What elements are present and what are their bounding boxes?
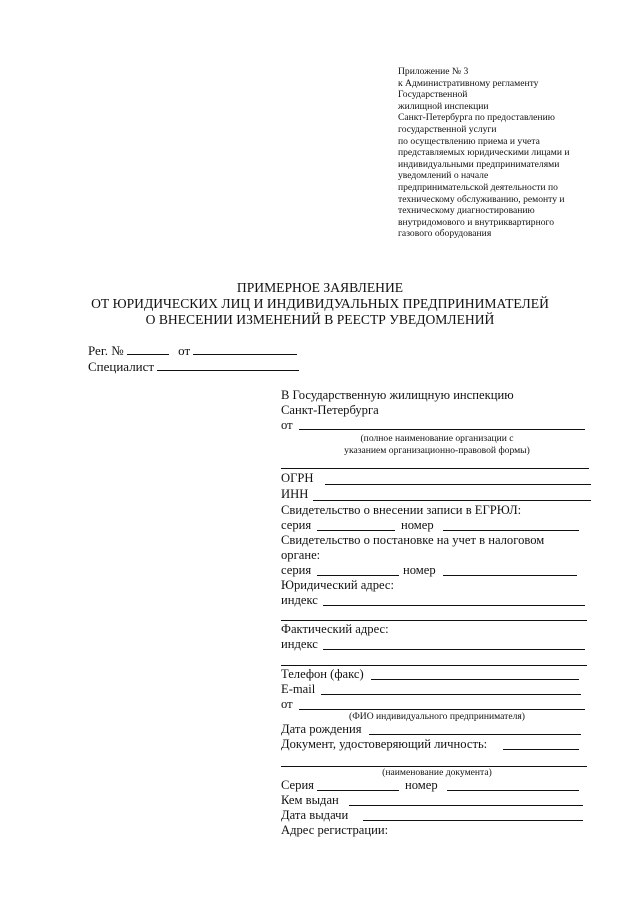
egrul-number-label: номер xyxy=(401,518,434,532)
birth-date-field[interactable] xyxy=(369,734,581,735)
reg-number-label: Рег. № xyxy=(88,343,124,358)
inn-label: ИНН xyxy=(281,487,309,501)
birth-date-label: Дата рождения xyxy=(281,722,362,736)
appendix-line: уведомлений о начале xyxy=(398,170,489,182)
specialist-label: Специалист xyxy=(88,359,155,374)
organization-name-field-2[interactable] xyxy=(281,468,589,469)
registration-address-label: Адрес регистрации: xyxy=(281,823,389,837)
email-field[interactable] xyxy=(321,694,581,695)
legal-index-label: индекс xyxy=(281,593,318,607)
passport-number-label: номер xyxy=(405,778,438,792)
appendix-line: к Административному регламенту xyxy=(398,77,539,89)
ogrn-field[interactable] xyxy=(325,484,591,485)
organization-hint-line1: (полное наименование организации с xyxy=(360,433,514,444)
phone-field[interactable] xyxy=(371,679,579,680)
egrul-series-label: серия xyxy=(281,518,312,532)
tax-certificate-line2: органе: xyxy=(281,548,321,562)
ogrn-label: ОГРН xyxy=(281,471,314,485)
recipient-line1: В Государственную жилищную инспекцию xyxy=(281,388,514,402)
organization-hint-line2: указанием организационно-правовой формы) xyxy=(344,445,530,456)
appendix-line: техническому обслуживанию, ремонту и xyxy=(398,193,565,205)
tax-series-field[interactable] xyxy=(317,575,399,576)
document-title-line2: ОТ ЮРИДИЧЕСКИХ ЛИЦ И ИНДИВИДУАЛЬНЫХ ПРЕДПРИНИМАТЕЛЕЙ xyxy=(91,296,549,311)
legal-address-field[interactable] xyxy=(323,605,585,606)
application-form xyxy=(281,0,593,905)
appendix-line: по осуществлению приема и учета xyxy=(398,135,540,147)
specialist-row xyxy=(88,359,299,374)
appendix-line: газового оборудования xyxy=(398,228,492,240)
specialist-field[interactable] xyxy=(157,359,299,371)
reg-number-field[interactable] xyxy=(127,343,169,355)
appendix-line: предпринимательской деятельности по xyxy=(398,181,558,193)
actual-index-label: индекс xyxy=(281,637,318,651)
issued-by-field[interactable] xyxy=(349,805,583,806)
appendix-line: индивидуальными предпринимателями xyxy=(398,158,560,170)
appendix-line: техническому диагностированию xyxy=(398,205,535,217)
issued-by-label: Кем выдан xyxy=(281,793,339,807)
email-label: E-mail xyxy=(281,682,316,696)
phone-label: Телефон (факс) xyxy=(281,667,364,681)
fio-hint: (ФИО индивидуального предпринимателя) xyxy=(349,711,525,722)
appendix-line: Санкт-Петербурга по предоставлению xyxy=(398,112,555,124)
appendix-line: внутридомового и внутриквартирного xyxy=(398,216,554,228)
appendix-line: представляемых юридическими лицами и xyxy=(398,147,570,159)
appendix-line: жилищной инспекции xyxy=(398,100,489,112)
from-label: от xyxy=(281,418,293,432)
organization-name-field[interactable] xyxy=(299,429,585,430)
recipient-line2: Санкт-Петербурга xyxy=(281,403,379,417)
issue-date-field[interactable] xyxy=(363,820,583,821)
document-title-line3: О ВНЕСЕНИИ ИЗМЕНЕНИЙ В РЕЕСТР УВЕДОМЛЕНИЙ xyxy=(145,312,495,327)
entrepreneur-name-field[interactable] xyxy=(299,709,585,710)
appendix-line: государственной услуги xyxy=(398,123,497,135)
actual-address-field[interactable] xyxy=(323,649,585,650)
tax-number-field[interactable] xyxy=(443,575,577,576)
passport-series-field[interactable] xyxy=(317,790,399,791)
appendix-line: Приложение № 3 xyxy=(398,66,469,77)
appendix-line: Государственной xyxy=(398,89,468,101)
identity-document-field[interactable] xyxy=(503,749,579,750)
tax-series-label: серия xyxy=(281,563,312,577)
document-title-line1: ПРИМЕРНОЕ ЗАЯВЛЕНИЕ xyxy=(236,280,404,295)
actual-address-label: Фактический адрес: xyxy=(281,622,389,636)
tax-certificate-line1: Свидетельство о постановке на учет в налоговом xyxy=(281,533,545,547)
entrepreneur-from-label: от xyxy=(281,697,293,711)
inn-field[interactable] xyxy=(313,500,591,501)
egrul-series-field[interactable] xyxy=(317,530,395,531)
legal-address-field-2[interactable] xyxy=(281,620,587,621)
identity-document-label: Документ, удостоверяющий личность: xyxy=(281,737,488,751)
reg-date-label: от xyxy=(178,343,191,358)
passport-number-field[interactable] xyxy=(447,790,579,791)
document-name-hint: (наименование документа) xyxy=(382,767,492,778)
tax-number-label: номер xyxy=(403,563,436,577)
actual-address-field-2[interactable] xyxy=(281,665,587,666)
egrul-certificate-label: Свидетельство о внесении записи в ЕГРЮЛ: xyxy=(281,503,522,517)
passport-series-label: Серия xyxy=(281,778,314,792)
legal-address-label: Юридический адрес: xyxy=(281,578,394,592)
issue-date-label: Дата выдачи xyxy=(281,808,349,822)
registration-number-row xyxy=(88,343,297,358)
egrul-number-field[interactable] xyxy=(443,530,579,531)
